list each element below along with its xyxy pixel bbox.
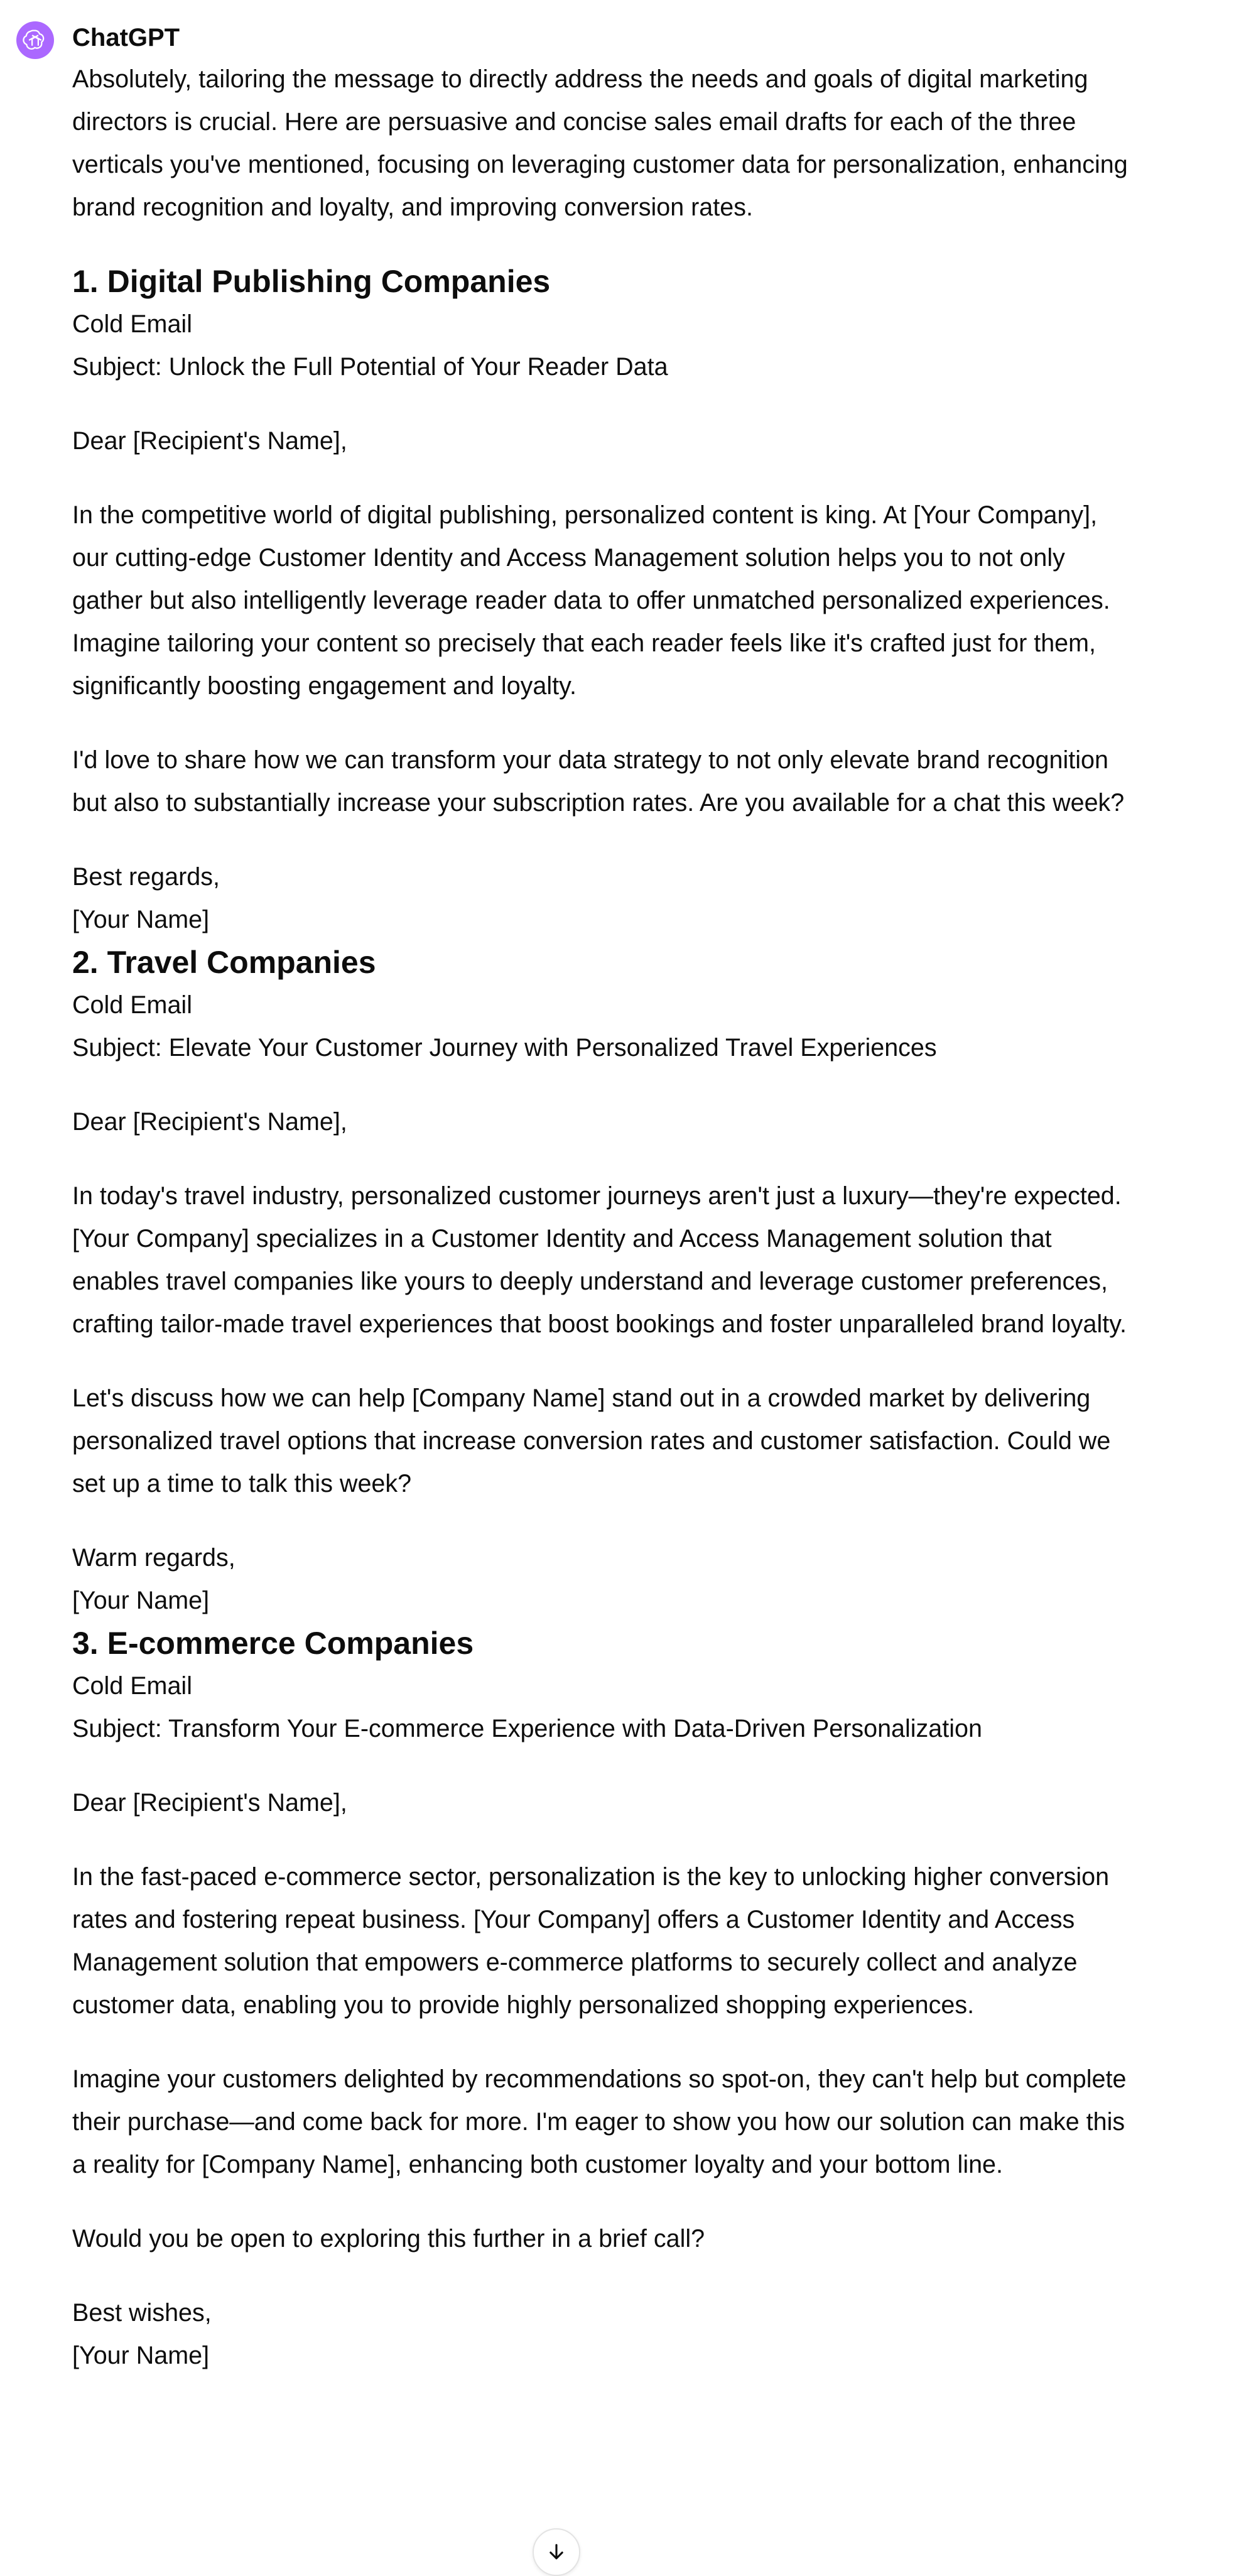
arrow-down-icon (546, 2541, 567, 2563)
email-greeting: Dear [Recipient's Name], (72, 1108, 347, 1136)
email-subject: Subject: Transform Your E-commerce Experience with Data-Driven Personalization (72, 1715, 982, 1742)
email-body-paragraph: In the fast-paced e-commerce sector, personalization is the key to unlocking higher conversion rates and fostering repeat business. [Your Company] offers a Customer Identity and Access Management solution that empowers e-commerce platforms to securely collect and analyze customer data, enabling you to provide highly personalized shopping experiences. (72, 1863, 1110, 2019)
scroll-to-bottom-button[interactable] (533, 2528, 580, 2576)
section-heading: 1. Digital Publishing Companies (72, 264, 551, 299)
openai-logo-icon (22, 27, 48, 53)
email-section-ecommerce (72, 1622, 1140, 2377)
message-author: ChatGPT (72, 24, 180, 52)
email-body-paragraph: In the competitive world of digital publishing, personalized content is king. At [Your Company], our cutting-edge Customer Identity and Access Management solution helps you to not only gather but also intelligently leverage reader data to offer unmatched personalized experiences. Imagine tailoring your content so precisely that each reader feels like it's crafted just for them, significantly boosting engagement and loyalty. (72, 501, 1110, 700)
email-signature: [Your Name] (72, 1587, 210, 1614)
email-section-travel (72, 941, 1140, 1622)
email-body-paragraph: Let's discuss how we can help [Company Name] stand out in a crowded market by delivering personalized travel options that increase conversion rates and customer satisfaction. Could we set up a time to talk this week? (72, 1384, 1111, 1497)
email-type-label: Cold Email (72, 991, 192, 1019)
email-signoff: Best wishes, (72, 2299, 212, 2327)
email-subject: Subject: Unlock the Full Potential of Your Reader Data (72, 353, 668, 381)
email-signoff: Warm regards, (72, 1544, 236, 1572)
email-section-digital-publishing (72, 260, 1140, 941)
email-signature: [Your Name] (72, 906, 210, 933)
email-type-label: Cold Email (72, 310, 192, 338)
email-signoff: Best regards, (72, 863, 220, 891)
email-signature: [Your Name] (72, 2342, 210, 2369)
email-greeting: Dear [Recipient's Name], (72, 1789, 347, 1817)
section-heading: 3. E-commerce Companies (72, 1626, 474, 1661)
email-body-paragraph: Imagine your customers delighted by recommendations so spot-on, they can't help but complete their purchase—and come back for more. I'm eager to show you how our solution can make this a reality for [Company Name], enhancing both customer loyalty and your bottom line. (72, 2065, 1127, 2178)
email-subject: Subject: Elevate Your Customer Journey with Personalized Travel Experiences (72, 1034, 937, 1062)
email-greeting: Dear [Recipient's Name], (72, 427, 347, 455)
avatar (16, 21, 54, 59)
email-body-paragraph: I'd love to share how we can transform your data strategy to not only elevate brand recognition but also to substantially increase your subscription rates. Are you available for a chat this week? (72, 746, 1125, 817)
intro-paragraph: Absolutely, tailoring the message to directly address the needs and goals of digital marketing directors is crucial. Here are persuasive and concise sales email drafts for each of the three verticals you've mentioned, focusing on leveraging customer data for personalization, enhancing brand recognition and loyalty, and improving conversion rates. (72, 65, 1128, 221)
section-heading: 2. Travel Companies (72, 945, 376, 980)
email-type-label: Cold Email (72, 1672, 192, 1700)
message-content (72, 58, 1140, 2377)
email-body-paragraph: In today's travel industry, personalized customer journeys aren't just a luxury—they're expected. [Your Company] specializes in a Customer Identity and Access Management solution that enables travel companies like yours to deeply understand and leverage customer preferences, crafting tailor-made travel experiences that boost bookings and foster unparalleled brand loyalty. (72, 1182, 1127, 1338)
email-body-paragraph: Would you be open to exploring this further in a brief call? (72, 2225, 705, 2253)
